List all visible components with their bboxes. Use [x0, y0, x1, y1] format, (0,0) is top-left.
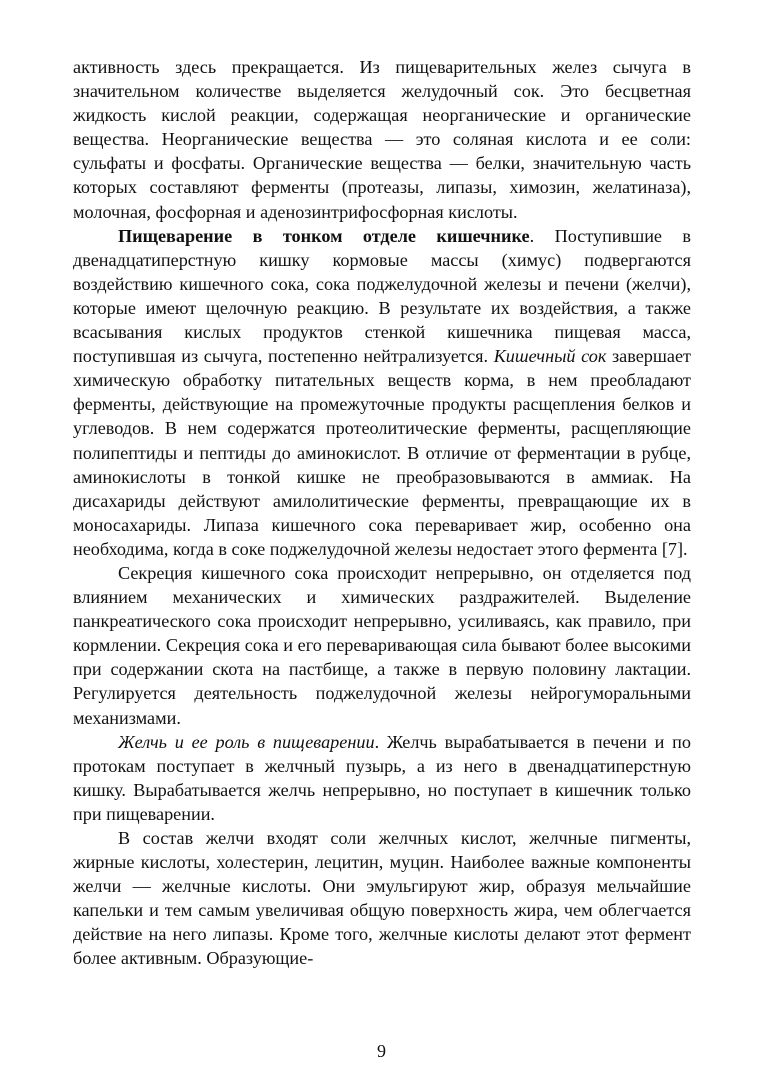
paragraph-gastric-juice: активность здесь прекращается. Из пищеварительных желез сычуга в значительном количестве выделяется желудочный сок. Это бесцветная жидкость кислой реакции, содержащая неорганические и органические вещества. Неорганические вещества — это соляная кислота и ее соли: сульфаты и фосфаты. Органические вещества — белки, значительную часть которых составляют ферменты (протеазы, липазы, химозин, желатиназа), молочная, фосфорная и аденозинтрифосфорная кислоты.	[73, 57, 691, 222]
section-heading-bile: Желчь и ее роль в пищеварении	[118, 731, 375, 752]
body-text	[73, 55, 691, 971]
paragraph-text: . Поступившие в двенадцатиперстную кишку кормовые массы (химус) подвергаются воздействию кишечного сока, сока поджелудочной железы и печени (желчи), которые имеют щелочную реакцию. В результате их воздействия, а также всасывания кислых продуктов стенкой кишечника пищевая масса, поступившая из сычуга, постепенно нейтрализуется.	[73, 225, 691, 367]
paragraph-text: . Желчь вырабатывается в печени и по протокам поступает в желчный пузырь, а из него в двенадцатиперстную кишку. Вырабатывается желчь непрерывно, но поступает в кишечник только при пищеварении.	[73, 731, 691, 824]
paragraph-bile-composition: В состав желчи входят соли желчных кислот, желчные пигменты, жирные кислоты, холестерин, лецитин, муцин. Наиболее важные компоненты желчи — желчные кислоты. Они эмульгируют жир, образуя мельчайшие капельки и тем самым увеличивая общую поверхность жира, чем облегчается действие на него липазы. Кроме того, желчные кислоты делают этот фермент более активным. Образующие-	[73, 828, 691, 969]
paragraph-secretion: Секреция кишечного сока происходит непрерывно, он отделяется под влиянием механических и химических раздражителей. Выделение панкреатического сока происходит непрерывно, усиливаясь, как правило, при кормлении. Секреция сока и его переваривающая сила бывают более высокими при содержании скота на пастбище, а также в первую половину лактации. Регулируется деятельность поджелудочной железы нейрогуморальными механизмами.	[73, 562, 691, 728]
page-number: 9	[377, 1041, 386, 1061]
section-heading-small-intestine: Пищеварение в тонком отделе кишечнике	[118, 225, 530, 246]
paragraph-text: завершает химическую обработку питательных веществ корма, в нем преобладают ферменты, действующие на промежуточные продукты расщепления белков и углеводов. В нем содержатся протеолитические ферменты, расщепляющие полипептиды и пептиды до аминокислот. В отличие от ферментации в рубце, аминокислоты в тонкой кишке не преобразовываются в аммиак. На дисахариды действуют амилолитические ферменты, превращающие их в моносахариды. Липаза кишечного сока переваривает жир, особенно она необходима, когда в соке поджелудочной железы недостает этого фермента [7].	[73, 346, 691, 559]
paragraph-small-intestine	[73, 224, 691, 561]
paragraph-bile	[73, 730, 691, 826]
term-intestinal-juice: Кишечный сок	[493, 346, 607, 367]
